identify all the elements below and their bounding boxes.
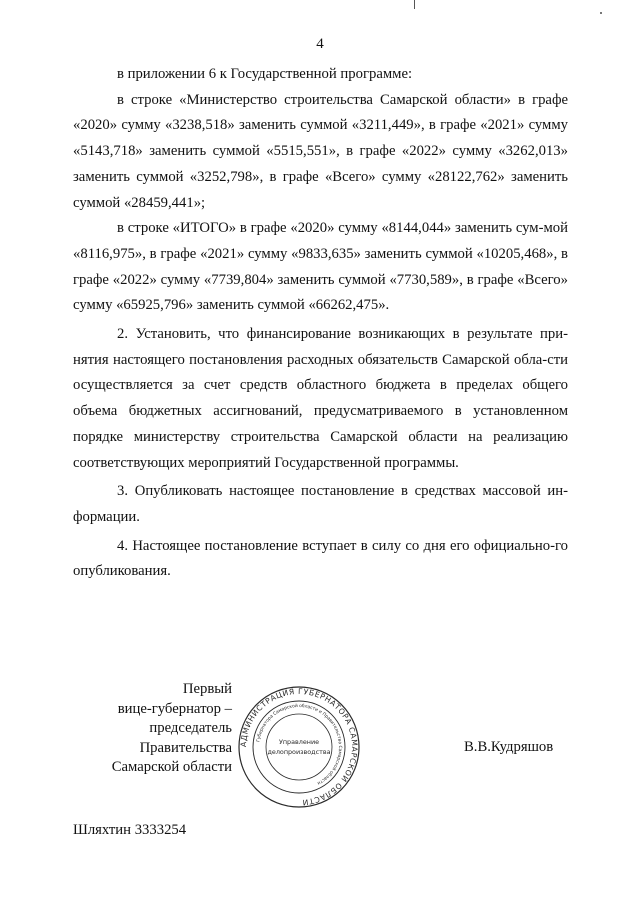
paragraph-appendix-6: в приложении 6 к Государственной программе: — [117, 66, 413, 82]
paragraph-ministry-row: в строке «Министерство строительства Самарской области» в графе «2020» сумму «3238,518» заменить суммой «3211,449», в графе «2021» сумму «5143,718» заменить суммой «5515,551», в графе «2022» сумму «3262,013» заменить суммой «3252,798», в графе «Всего» сумму «28122,762» заменить суммой «28459,441»; — [73, 91, 568, 211]
signatory-position — [60, 680, 232, 778]
paragraph-item-3: 3. Опубликовать настоящее постановление в средствах массовой ин-формации. — [73, 483, 568, 525]
stamp-center-line-2: делопроизводства — [267, 748, 331, 756]
signatory-line-3: председатель Правительства — [139, 720, 232, 756]
paragraph-item-2: 2. Установить, что финансирование возникающих в результате при-нятия настоящего постановления расходных обязательств Самарской обла-сти осуществляется за счет средств областного бюджета в пределах общего объема бюджетных ассигнований, предусматриваемого в установленном порядке министерству строительства Самарской области на реализацию соответствующих мероприятий Государственной программы. — [73, 326, 568, 471]
stamp-inner-text: Губернатора Самарской области и Правительства Самарской области — [256, 703, 343, 786]
stamp-outer-text: АДМИНИСТРАЦИЯ ГУБЕРНАТОРА САМАРСКОЙ ОБЛАСТИ — [238, 686, 360, 807]
executor-contact: Шляхтин 3333254 — [73, 822, 187, 838]
page-number: 4 — [316, 36, 324, 52]
paragraph-item-4: 4. Настоящее постановление вступает в силу со дня его официально-го опубликования. — [73, 537, 568, 580]
document-body — [73, 62, 568, 585]
stamp-center-line-1: Управление — [278, 738, 320, 746]
official-stamp — [237, 685, 361, 809]
signatory-line-1: Первый — [182, 681, 232, 697]
stamp-middle-ring — [253, 701, 345, 793]
signatory-name: В.В.Кудряшов — [464, 739, 554, 755]
signatory-line-2: вице-губернатор – — [117, 700, 232, 717]
signatory-line-4: Самарской области — [111, 759, 232, 776]
paragraph-total-row: в строке «ИТОГО» в графе «2020» сумму «8144,044» заменить сум-мой «8116,975», в графе «2021» сумму «9833,635» заменить суммой «10205,468», в графе «2022» сумму «7739,804» заменить суммой «7730,589», в графе «Всего» сумму «65925,796» заменить суммой «66262,475». — [73, 220, 568, 314]
stamp-inner-ring — [266, 714, 332, 780]
scan-speck — [600, 12, 602, 14]
scan-mark — [414, 0, 415, 9]
